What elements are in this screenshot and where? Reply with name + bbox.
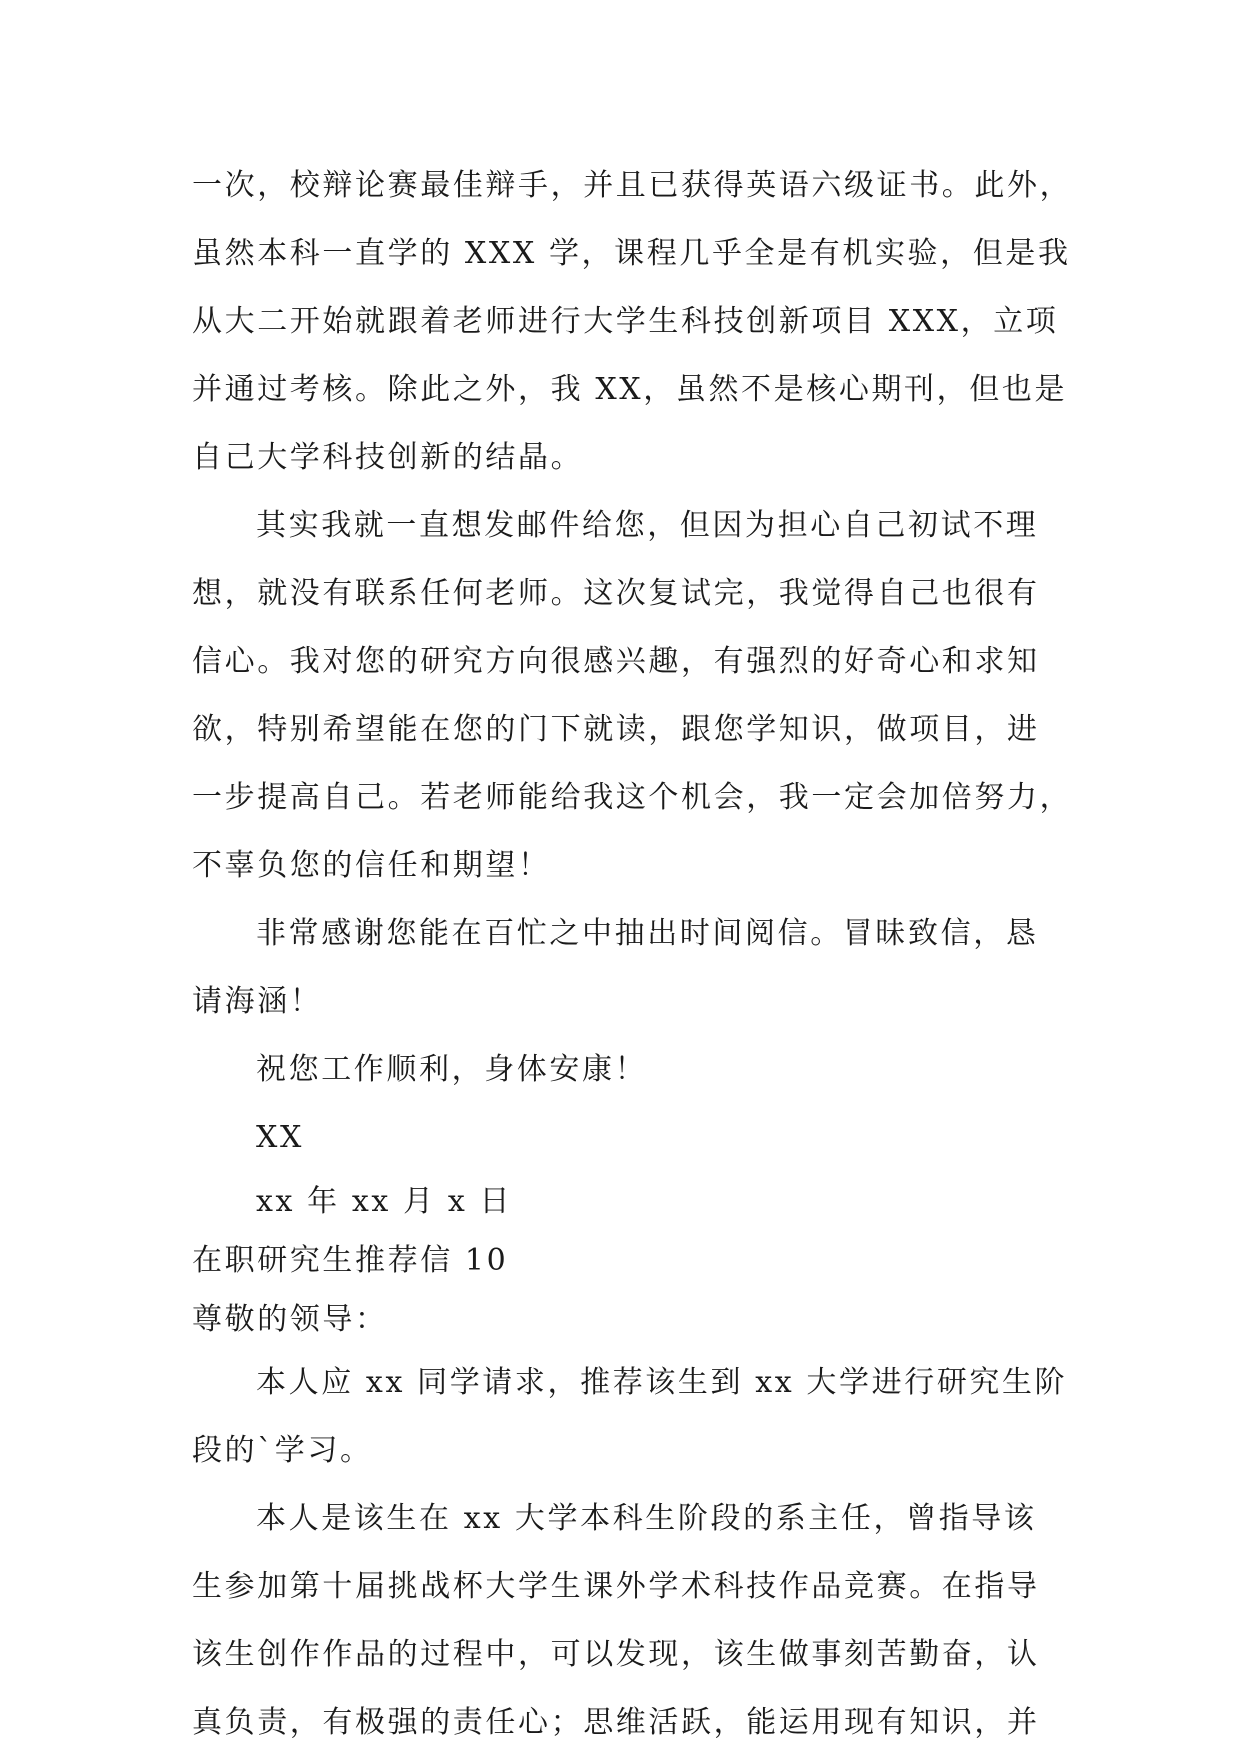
text-line: 真负责，有极强的责任心；思维活跃，能运用现有知识，并 bbox=[192, 1705, 1040, 1740]
document-page bbox=[192, 152, 1073, 1757]
text-line: 生参加第十届挑战杯大学生课外学术科技作品竞赛。在指导 bbox=[192, 1569, 1040, 1604]
text-line: 从大二开始就跟着老师进行大学生科技创新项目 XXX，立项 bbox=[192, 304, 1059, 339]
section-title: 在职研究生推荐信 10 bbox=[192, 1243, 509, 1278]
text-line: 其实我就一直想发邮件给您，但因为担心自己初试不理 bbox=[256, 508, 1039, 543]
text-line: 自己大学科技创新的结晶。 bbox=[192, 440, 584, 475]
text-line: 并通过考核。除此之外，我 XX，虽然不是核心期刊，但也是 bbox=[192, 372, 1068, 407]
signature: XX bbox=[256, 1120, 304, 1155]
text-line: 段的`学习。 bbox=[192, 1433, 373, 1468]
salutation: 尊敬的领导： bbox=[192, 1302, 388, 1337]
text-line: 虽然本科一直学的 XXX 学，课程几乎全是有机实验，但是我 bbox=[192, 236, 1071, 271]
text-line: 请海涵！ bbox=[192, 984, 323, 1019]
text-line: 欲，特别希望能在您的门下就读，跟您学知识，做项目，进 bbox=[192, 712, 1040, 747]
text-line: 非常感谢您能在百忙之中抽出时间阅信。冒昧致信，恳 bbox=[256, 916, 1039, 951]
text-line: 不辜负您的信任和期望！ bbox=[192, 848, 551, 883]
text-line: 本人应 xx 同学请求，推荐该生到 xx 大学进行研究生阶 bbox=[256, 1365, 1068, 1400]
text-line: 想，就没有联系任何老师。这次复试完，我觉得自己也很有 bbox=[192, 576, 1040, 611]
closing-wish: 祝您工作顺利，身体安康！ bbox=[256, 1052, 648, 1087]
text-line: 本人是该生在 xx 大学本科生阶段的系主任，曾指导该 bbox=[256, 1501, 1037, 1536]
text-line: 该生创作作品的过程中，可以发现，该生做事刻苦勤奋，认 bbox=[192, 1637, 1040, 1672]
date-line: xx 年 xx 月 x 日 bbox=[256, 1184, 513, 1219]
text-line: 一步提高自己。若老师能给我这个机会，我一定会加倍努力， bbox=[192, 780, 1073, 815]
text-line: 信心。我对您的研究方向很感兴趣，有强烈的好奇心和求知 bbox=[192, 644, 1040, 679]
text-line: 一次，校辩论赛最佳辩手，并且已获得英语六级证书。此外， bbox=[192, 168, 1073, 203]
